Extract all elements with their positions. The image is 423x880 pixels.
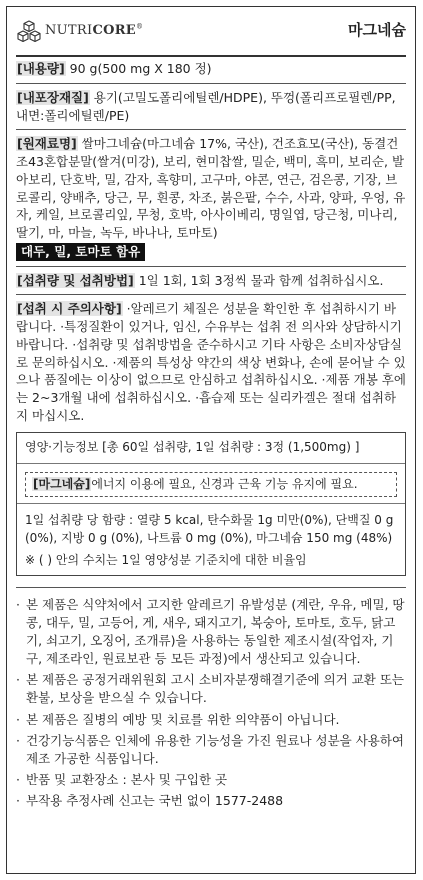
bullet: · bbox=[16, 771, 20, 787]
notice-text: 건강기능식품은 인체에 유용한 기능성을 가진 원료나 성분을 사용하여 제조 가공한 식품입니다. bbox=[26, 732, 404, 766]
notice-item bbox=[16, 711, 406, 729]
function-info-box bbox=[25, 472, 397, 497]
nutrition-box bbox=[16, 432, 406, 576]
allergen-badge: 대두, 밀, 토마토 함유 bbox=[16, 243, 145, 261]
nutrition-values: 1일 섭취량 당 함량 : 열량 5 kcal, 탄수화물 1g 미만(0%), 단백질 0 g (0%), 지방 0 g (0%), 나트륨 0 mg (0%), 마그네슘 150 mg (48%) bbox=[17, 503, 405, 548]
function-text: 에너지 이용에 필요, 신경과 근육 기능 유지에 필요. bbox=[91, 476, 358, 491]
bullet: · bbox=[16, 596, 20, 612]
bullet: · bbox=[16, 672, 20, 688]
divider bbox=[16, 129, 406, 130]
notices-list bbox=[16, 587, 406, 810]
dosage-section bbox=[16, 272, 406, 290]
notice-item bbox=[16, 792, 406, 810]
ingredients-section bbox=[16, 135, 406, 260]
cautions-section bbox=[16, 300, 406, 424]
product-name: 마그네슘 bbox=[348, 21, 406, 40]
content-section bbox=[16, 60, 406, 78]
cautions-text: ·알레르기 체질은 성분을 확인한 후 섭취하시기 바랍니다. ·특정질환이 있거나, 임신, 수유부는 섭취 전 의사와 상담하시기 바랍니다. ·섭취량 및 섭취방법을 준수하시고 기타 사항은 소비자상담실로 문의하십시오. ·제품의 특성상 약간의 색상 변화나, 손에 묻어날 수 있으나 품질에는 이상이 없으므로 안심하고 섭취하십시오. ·제품 개봉 후에는 2~3개월 내에 섭취하십시오. ·흡습제 또는 실리카겔은 절대 섭취하지 마십시오. bbox=[16, 301, 406, 423]
bullet: · bbox=[16, 711, 20, 727]
bullet: · bbox=[16, 793, 20, 809]
dosage-text: 1일 1회, 1회 3정씩 물과 함께 섭취하십시오. bbox=[134, 272, 384, 288]
notice-item bbox=[16, 596, 406, 669]
divider bbox=[16, 83, 406, 84]
content-label: [내용량] bbox=[17, 61, 65, 76]
notice-text: 본 제품은 질병의 예방 및 치료를 위한 의약품이 아닙니다. bbox=[26, 711, 340, 727]
notice-item bbox=[16, 732, 406, 768]
brand-logo bbox=[16, 20, 143, 42]
dosage-label: [섭취량 및 섭취방법] bbox=[17, 272, 134, 288]
notice-item bbox=[16, 671, 406, 707]
nutrition-note: ※ ( ) 안의 수치는 1일 영양성분 기준치에 대한 비율임 bbox=[25, 552, 307, 567]
divider bbox=[16, 294, 406, 295]
nutrition-title: 영양·기능정보 [총 60일 섭취량, 1일 섭취량 : 3정 (1,500mg) ] bbox=[17, 439, 405, 464]
notice-text: 반품 및 교환장소 : 본사 및 구입한 곳 bbox=[26, 771, 228, 787]
notice-item bbox=[16, 771, 406, 789]
ingredients-label: [원재료명] bbox=[17, 136, 77, 152]
packaging-label: [내포장재질] bbox=[17, 89, 89, 105]
packaging-section bbox=[16, 89, 406, 125]
notice-text: 부작용 추정사례 신고는 국번 없이 1577-2488 bbox=[26, 793, 284, 809]
packaging-text: 용기(고밀도폴리에틸렌/HDPE), 뚜껑(폴리프로필렌/PP, 내면:폴리에틸렌/PE) bbox=[16, 89, 396, 123]
divider bbox=[16, 266, 406, 267]
label-panel bbox=[6, 6, 416, 874]
brand-name: NUTRICORE® bbox=[45, 22, 144, 38]
cautions-label: [섭취 시 주의사항] bbox=[17, 301, 122, 317]
notice-text: 본 제품은 공정거래위원회 고시 소비자분쟁해결기준에 의거 교환 또는 환불, 보상을 받으실 수 있습니다. bbox=[26, 672, 404, 706]
label-header bbox=[16, 7, 406, 57]
notice-text: 본 제품은 식약처에서 고지한 알레르기 유발성분 (계란, 우유, 메밀, 땅콩, 대두, 밀, 고등어, 게, 새우, 돼지고기, 복숭아, 토마토, 호두, 닭고기, 쇠고기, 오징어, 조개류)을 사용하는 동일한 제조시설(작업자, 기구, 제조라인, 원료보관 등 모든 과정)에서 생산되고 있습니다. bbox=[26, 596, 405, 667]
bullet: · bbox=[16, 732, 20, 748]
ingredients-text: 쌀마그네슘(마그네슘 17%, 국산), 건조효모(국산), 동결건조43혼합분말(쌀겨(미강), 보리, 현미찹쌀, 밀순, 백미, 흑미, 보리순, 발아보리, 단호박, 밀, 감자, 흑향미, 고구마, 야콘, 연근, 검은콩, 기장, 브로콜리, 양배추, 당근, 무, 흰콩, 차조, 붉은팥, 수수, 사과, 양파, 우엉, 유자, 케일, 브로콜리잎, 무청, 호박, 아사이베리, 명일엽, 당근청, 미나리, 딸기, 마, 마늘, 녹두, 바나나, 토마토) bbox=[16, 136, 406, 240]
content-text: 90 g(500 mg X 180 정) bbox=[65, 61, 212, 76]
cubes-logo-icon bbox=[16, 20, 42, 42]
function-label: [마그네슘] bbox=[33, 476, 91, 491]
